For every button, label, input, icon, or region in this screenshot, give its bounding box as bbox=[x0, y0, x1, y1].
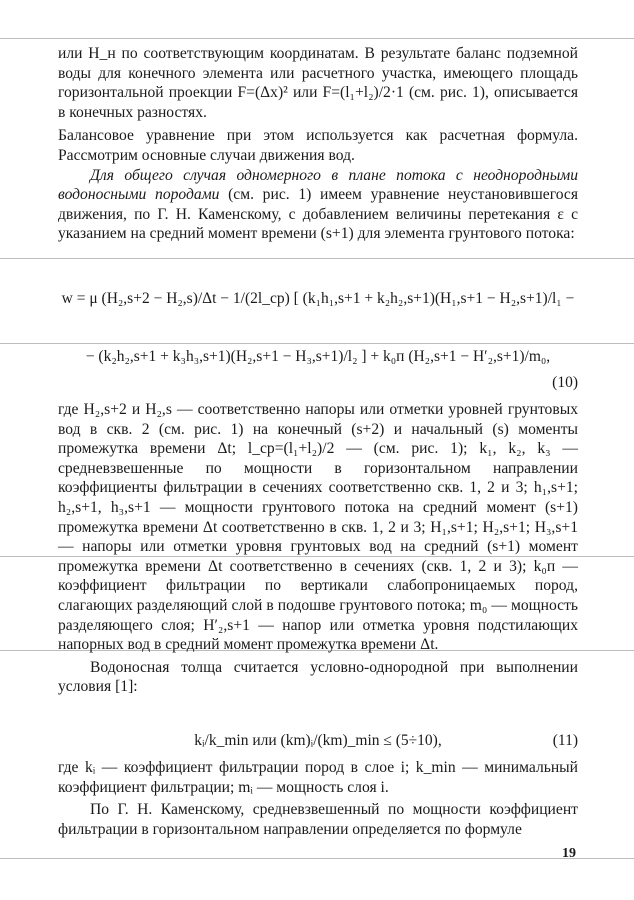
paragraph-6: где kᵢ — коэффициент фильтрации пород в слое i; k_min — минимальный коэффициент фильтрации; mᵢ — мощность слоя i. bbox=[58, 759, 578, 796]
paragraph-7: По Г. Н. Каменскому, средневзвешенный по мощности коэффициент фильтрации в горизонтальном направлении определяется по формуле bbox=[58, 801, 578, 838]
paragraph-3-italic: Для общего случая одномерного в плане потока с неоднородными водоносными породами bbox=[58, 166, 578, 204]
paragraph-2: Балансовое уравнение при этом используется как расчетная формула. Рассмотрим основные случаи движения вод. bbox=[58, 127, 578, 164]
paragraph-4: где H₂,s+2 и H₂,s — соответственно напоры или отметки уровней грунтовых вод в скв. 2 (см. рис. 1) на конечный (s+2) и начальный (s) моменты промежутка времени Δt; l_ср=(l₁+l₂)/2 — (см. рис. 1); k₁, k₂, k₃ — средневзвешенные по мощности в горизонтальном направлении коэффициенты фильтрации в сечениях соответственно скв. 1, 2 и 3; h₁,s+1; h₂,s+1, h₃,s+1 — мощности грунтового потока на средний момент (s+1) промежутка времени Δt соответственно в скв. 1, 2 и 3; H₁,s+1; H₂,s+1; H₃,s+1 — напоры или отметки уровня грунтовых вод на средний (s+1) момент промежутка времени Δt соответственно в сечениях (скв. 1, 2 и 3); k₀п — коэффициент фильтрации по вертикали слабопроницаемых пород, слагающих разделяющий слой в подошве грунтового потока; m₀ — мощность разделяющего слоя; H′₂,s+1 — напор или отметка уровня подстилающих напорных вод в средний момент промежутка времени Δt. bbox=[58, 401, 578, 654]
scan-line bbox=[0, 258, 634, 259]
page-number: 19 bbox=[562, 846, 576, 861]
paragraph-5: Водоносная толща считается условно-однородной при выполнении условия [1]: bbox=[58, 658, 578, 696]
equation-10-line-1: w = μ (H₂,s+2 − H₂,s)/Δt − 1/(2l_ср) [ (k₁h₁,s+1 + k₂h₂,s+1)(H₁,s+1 − H₂,s+1)/l₁ − bbox=[61, 290, 575, 307]
paragraph-1: или H_н по соответствующим координатам. В результате баланс подземной воды для конечного элемента или расчетного участка, имеющего площадь горизонтальной проекции F=(Δx)² или F=(l₁+l₂)/2·1 (см. рис. 1), описывается в конечных разностях. bbox=[58, 45, 578, 121]
scan-line bbox=[0, 38, 634, 39]
equation-11-number: (11) bbox=[552, 732, 578, 749]
paragraph-3-rest: (см. рис. 1) имеем уравнение неустановившегося движения, по Г. Н. Каменскому, с добавлением величины перетекания ε с указанием на средний момент времени (s+1) для элемента грунтового потока: bbox=[58, 186, 578, 243]
equation-10-number: (10) bbox=[552, 374, 578, 391]
equation-11: kᵢ/k_min или (km)ᵢ/(km)_min ≤ (5÷10), bbox=[194, 732, 442, 749]
scan-line bbox=[0, 858, 634, 859]
text-block-bottom bbox=[58, 758, 578, 839]
text-block-middle bbox=[58, 400, 578, 697]
paragraph-3 bbox=[58, 166, 578, 244]
equation-10-line-2: − (k₂h₂,s+1 + k₃h₃,s+1)(H₂,s+1 − H₃,s+1)/l₂ ] + k₀п (H₂,s+1 − H′₂,s+1)/m₀, bbox=[85, 348, 551, 365]
text-block-top bbox=[58, 44, 578, 244]
scan-line bbox=[0, 343, 634, 344]
